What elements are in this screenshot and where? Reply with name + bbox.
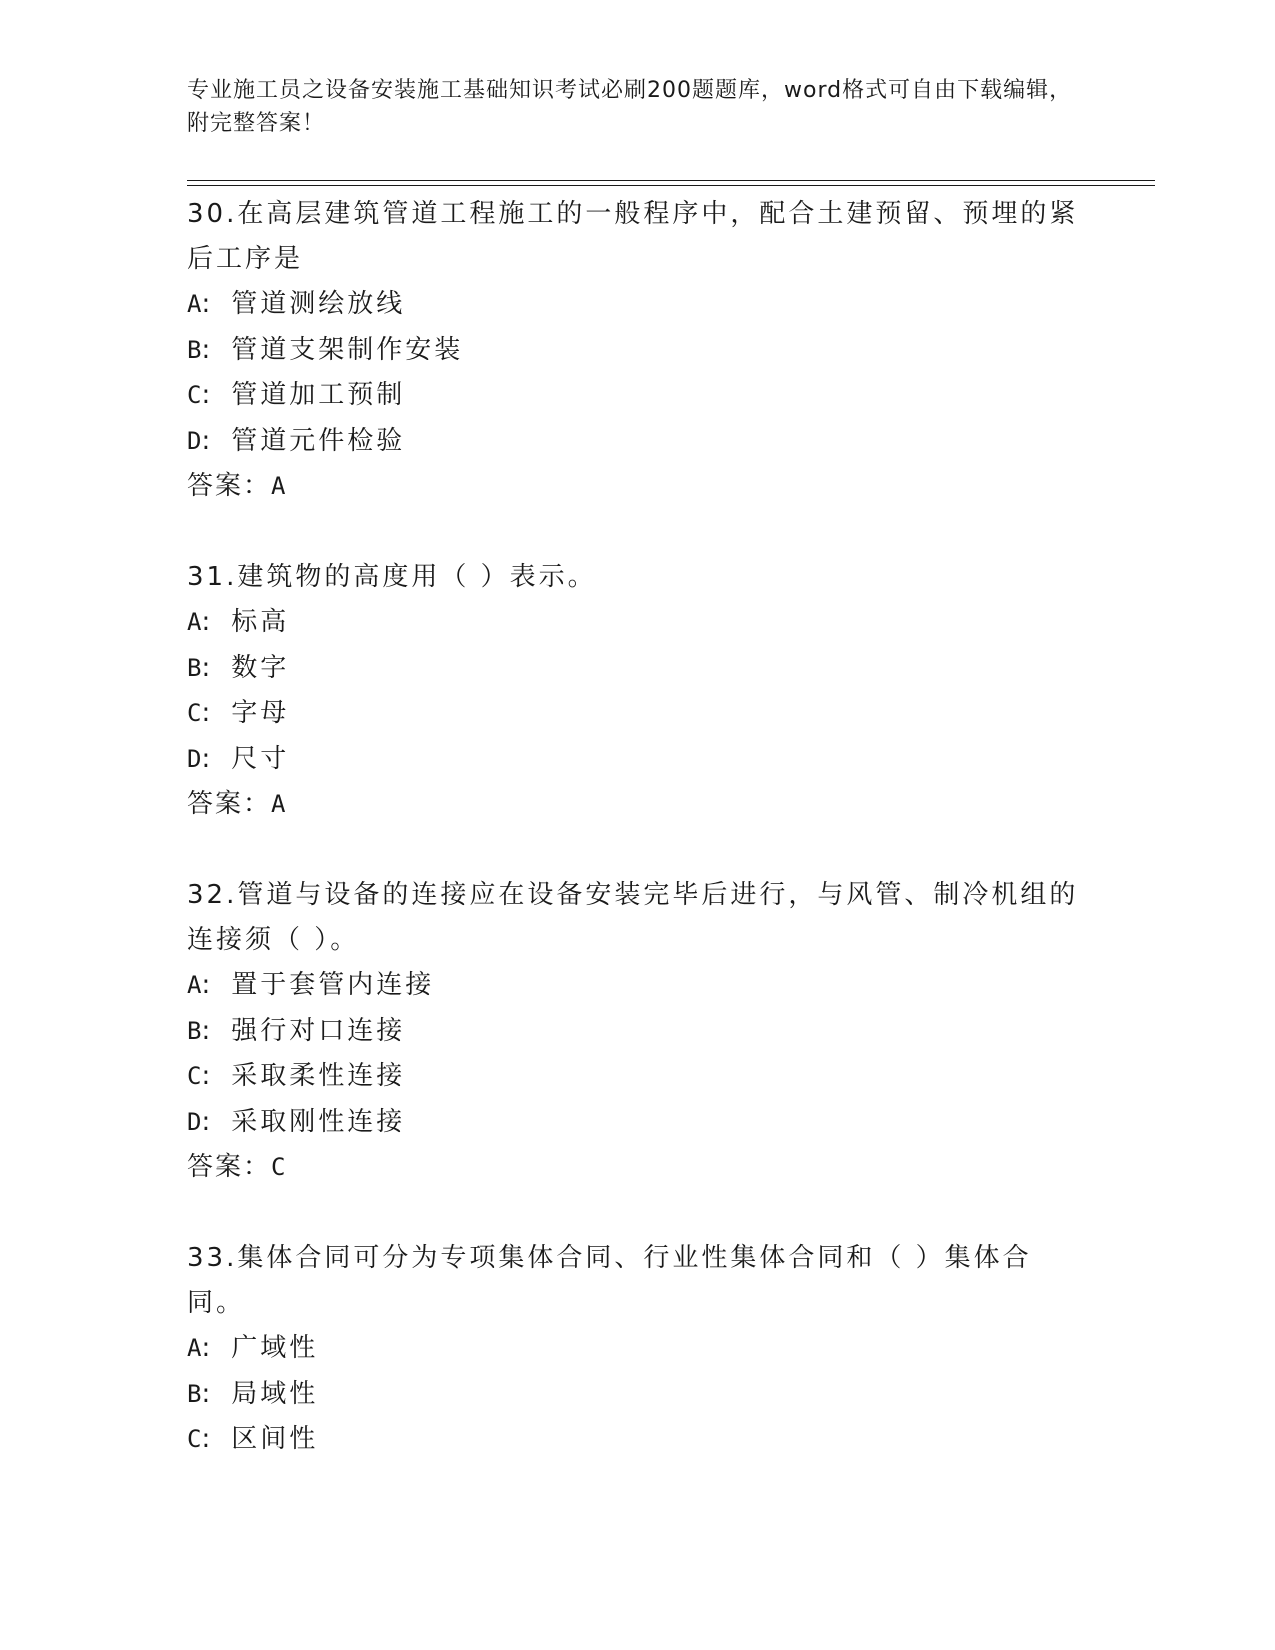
question-32: [187, 873, 1087, 1190]
option-separator: :: [201, 1106, 214, 1137]
option-text: 字母: [231, 698, 290, 728]
question-text: 31.建筑物的高度用（ ）表示。: [187, 562, 597, 592]
option-letter: B: [187, 653, 202, 682]
answer-label: 答案：: [187, 471, 272, 501]
answer-line: [187, 464, 1087, 509]
question-text: 32.管道与设备的连接应在设备安装完毕后进行，与风管、制冷机组的连接须（ ）。: [187, 880, 1079, 955]
option-separator: :: [201, 425, 214, 456]
option-separator: :: [201, 334, 214, 365]
option-text: 采取刚性连接: [231, 1106, 406, 1137]
option-letter: D: [187, 1107, 202, 1136]
option-a: [187, 1326, 1087, 1372]
option-text: 强行对口连接: [231, 1015, 406, 1046]
option-letter: B: [187, 1379, 202, 1408]
question-text: 30.在高层建筑管道工程施工的一般程序中，配合土建预留、预埋的紧后工序是: [187, 199, 1079, 274]
option-letter: D: [187, 426, 202, 455]
option-text: 局域性: [231, 1378, 319, 1409]
option-d: [187, 737, 1087, 783]
option-text: 区间性: [231, 1424, 319, 1454]
option-b: [187, 1009, 1087, 1055]
option-letter: A: [187, 1334, 202, 1362]
question-30: [187, 192, 1087, 509]
option-separator: :: [201, 698, 214, 728]
question-text: 33.集体合同可分为专项集体合同、行业性集体合同和（ ）集体合同。: [187, 1243, 1032, 1318]
answer-label: 答案：: [187, 789, 272, 819]
option-separator: :: [201, 1333, 214, 1363]
option-letter: A: [187, 971, 202, 999]
option-b: [187, 646, 1087, 692]
option-letter: B: [187, 1016, 202, 1045]
option-separator: :: [201, 1015, 214, 1046]
option-a: [187, 282, 1087, 328]
option-text: 广域性: [231, 1333, 319, 1363]
option-letter: D: [187, 744, 202, 773]
option-a: [187, 963, 1087, 1009]
option-letter: C: [187, 381, 202, 409]
option-separator: :: [201, 607, 214, 637]
option-letter: C: [187, 1062, 202, 1090]
option-text: 置于套管内连接: [231, 970, 435, 1000]
answer-label: 答案：: [187, 1152, 272, 1182]
option-text: 管道支架制作安装: [231, 334, 464, 365]
option-separator: :: [201, 1424, 214, 1454]
option-c: [187, 373, 1087, 419]
option-d: [187, 1100, 1087, 1146]
option-letter: B: [187, 335, 202, 364]
option-separator: :: [201, 289, 214, 319]
document-header: 专业施工员之设备安装施工基础知识考试必刷200题题库，word格式可自由下载编辑，附完整答案！: [187, 78, 1073, 136]
header-divider-bottom: [187, 185, 1155, 186]
option-a: [187, 600, 1087, 646]
option-b: [187, 328, 1087, 374]
option-text: 管道加工预制: [231, 380, 406, 410]
option-separator: :: [201, 380, 214, 410]
option-separator: :: [201, 743, 214, 774]
answer-value: A: [271, 790, 288, 818]
answer-value: C: [271, 1153, 288, 1181]
option-c: [187, 1054, 1087, 1100]
option-separator: :: [201, 970, 214, 1000]
option-text: 标高: [231, 607, 290, 637]
option-letter: A: [187, 608, 202, 636]
header-divider-top: [187, 180, 1155, 181]
answer-line: [187, 1145, 1087, 1190]
option-separator: :: [201, 1061, 214, 1091]
option-b: [187, 1372, 1087, 1418]
option-c: [187, 691, 1087, 737]
question-list: [187, 192, 1087, 1509]
option-text: 尺寸: [231, 743, 290, 774]
option-letter: A: [187, 290, 202, 318]
option-c: [187, 1417, 1087, 1463]
question-31: [187, 555, 1087, 827]
answer-line: [187, 782, 1087, 827]
answer-value: A: [271, 472, 288, 500]
option-separator: :: [201, 1378, 214, 1409]
option-separator: :: [201, 652, 214, 683]
question-33: [187, 1236, 1087, 1463]
option-letter: C: [187, 699, 202, 727]
option-d: [187, 419, 1087, 465]
option-text: 管道元件检验: [231, 425, 406, 456]
option-text: 数字: [231, 652, 290, 683]
option-text: 管道测绘放线: [231, 289, 406, 319]
option-letter: C: [187, 1425, 202, 1453]
option-text: 采取柔性连接: [231, 1061, 406, 1091]
